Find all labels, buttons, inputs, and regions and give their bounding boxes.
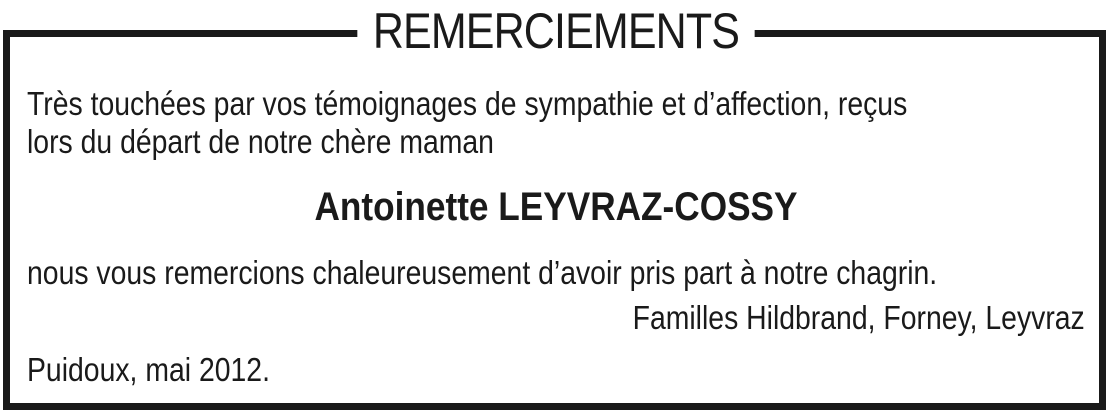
place-and-date: Puidoux, mai 2012. bbox=[27, 351, 270, 388]
family-signature: Familles Hildbrand, Forney, Leyvraz bbox=[632, 299, 1085, 336]
deceased-name: Antoinette LEYVRAZ-COSSY bbox=[314, 185, 798, 229]
intro-text-line-2: lors du départ de notre chère maman bbox=[27, 123, 494, 160]
thanks-text: nous vous remercions chaleureusement d’avoir pris part à notre chagrin. bbox=[27, 254, 938, 291]
intro-text-line-1: Très touchées par vos témoignages de sympathie et d’affection, reçus bbox=[27, 85, 908, 122]
notice-title: REMERCIEMENTS bbox=[357, 0, 754, 62]
notice-header bbox=[0, 0, 1112, 62]
